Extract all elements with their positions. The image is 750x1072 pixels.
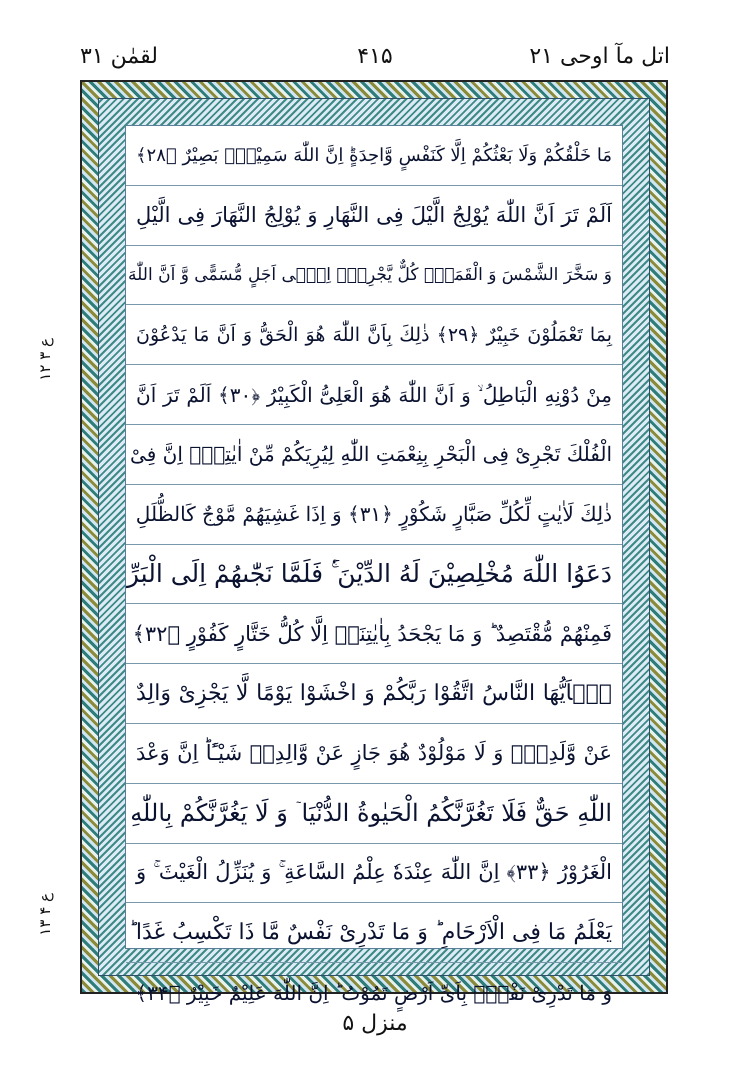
ruku-marker: ع ۴ ۱۳	[36, 893, 54, 936]
page-number: ۴۱۵	[357, 44, 393, 69]
verse-line: بِمَا تَعْمَلُوْنَ خَبِیْرٌ ﴿۲۹﴾ ذٰلِكَ بِاَنَّ اللّٰهَ هُوَ الْحَقُّ وَ اَنَّ مَا یَدْعُوْنَ	[126, 305, 622, 365]
verse-line: فَمِنْهُمْ مُّقْتَصِدٌ ؕ وَ مَا یَجْحَدُ بِاٰیٰتِنَاۤ اِلَّا كُلُّ خَتَّارٍ كَفُوْرٍ ﴿۳۲﴾	[126, 604, 622, 664]
verse-line: مِنْ دُوْنِهِ الْبَاطِلُ ۙ وَ اَنَّ اللّٰهَ هُوَ الْعَلِیُّ الْكَبِیْرُ ﴿۳۰﴾ اَلَمْ تَرَ اَنَّ	[126, 365, 622, 425]
verse-line: یٰۤاَیُّهَا النَّاسُ اتَّقُوْا رَبَّكُمْ وَ اخْشَوْا یَوْمًا لَّا یَجْزِیْ وَالِدٌ	[126, 664, 622, 724]
verse-line: الْفُلْكَ تَجْرِیْ فِی الْبَحْرِ بِنِعْمَتِ اللّٰهِ لِیُرِیَكُمْ مِّنْ اٰیٰتِهٖؕ اِنَّ فِیْ	[126, 425, 622, 485]
verse-line: الْغَرُوْرُ ﴿۳۳﴾ اِنَّ اللّٰهَ عِنْدَهٗ عِلْمُ السَّاعَةِ ۚ وَ یُنَزِّلُ الْغَیْثَ ۚ وَ	[126, 844, 622, 904]
ruku-marker: ع ۳ ۱۲	[36, 338, 54, 381]
manzil-footer: منزل ۵	[342, 1011, 408, 1036]
verse-line: دَعَوُا اللّٰهَ مُخْلِصِیْنَ لَهُ الدِّیْنَ ۚ۬ فَلَمَّا نَجّٰىهُمْ اِلَى الْبَرِّ	[126, 545, 622, 605]
ornamental-border	[80, 80, 668, 1006]
verse-line: وَ مَا تَدْرِیْ نَفْسٌۢ بِاَیِّ اَرْضٍ تَمُوْتُ ؕ اِنَّ اللّٰهَ عَلِیْمٌ خَبِیْرٌ ﴿۳۴﴾	[135, 981, 612, 1006]
verse-line: ذٰلِكَ لَاٰیٰتٍ لِّكُلِّ صَبَّارٍ شَكُوْرٍ ﴿۳۱﴾ وَ اِذَا غَشِیَهُمْ مَّوْجٌ كَالظُّلَلِ	[126, 485, 622, 545]
verse-line: مَا خَلْقُكُمْ وَلَا بَعْثُكُمْ اِلَّا كَنَفْسٍ وَّاحِدَةٍؕ اِنَّ اللّٰهَ سَمِیْعٌۢ بَصِیْرٌ ﴿۲۸﴾	[126, 126, 622, 186]
juz-header: اتل مآ اوحی ۲۱	[529, 44, 670, 69]
verse-line: اللّٰهِ حَقٌّ فَلَا تَغُرَّنَّكُمُ الْحَیٰوةُ الدُّنْیَا ٙ وَ لَا یَغُرَّنَّكُمْ بِاللّٰهِ	[126, 784, 622, 844]
surah-header: لقمٰن ۳۱	[80, 44, 158, 69]
inner-border	[98, 98, 650, 1006]
verse-line: عَنْ وَّلَدِهٖ٘ وَ لَا مَوْلُوْدٌ هُوَ جَازٍ عَنْ وَّالِدِهٖ شَیْـًٔاؕ اِنَّ وَعْدَ	[126, 724, 622, 784]
verse-line: اَلَمْ تَرَ اَنَّ اللّٰهَ یُوْلِجُ الَّیْلَ فِی النَّهَارِ وَ یُوْلِجُ النَّهَارَ فِی الَّیْلِ	[126, 186, 622, 246]
verse-line: یَعْلَمُ مَا فِی الْاَرْحَامِ ؕ وَ مَا تَدْرِیْ نَفْسٌ مَّا ذَا تَكْسِبُ غَدًا ؕ	[126, 903, 622, 963]
verse-line: وَ سَخَّرَ الشَّمْسَ وَ الْقَمَرَ٘ كُلٌّ یَّجْرِیْۤ اِلٰۤى اَجَلٍ مُّسَمًّى وَّ اَنَّ اللّٰهَ	[126, 246, 622, 306]
text-panel	[125, 125, 623, 1006]
